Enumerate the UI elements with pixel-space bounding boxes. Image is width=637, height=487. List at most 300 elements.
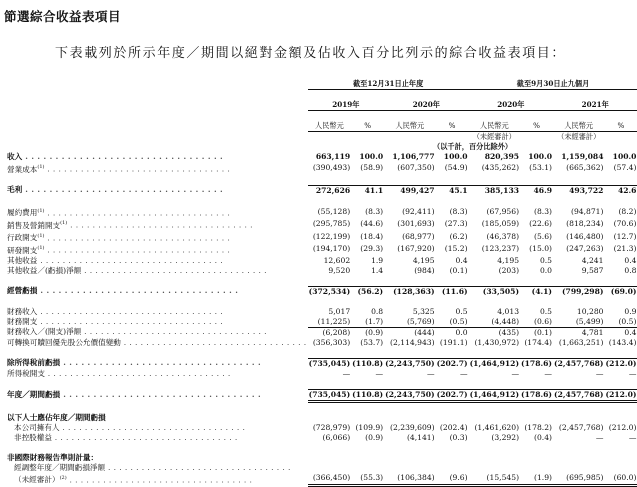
amount-cell: (123,237) xyxy=(481,244,520,254)
percent-cell: (0.1) xyxy=(449,265,468,275)
leader-dots: . . . . . . . . . . . . . . . . . . . . . . . . . . . . . . . . . xyxy=(37,255,224,265)
row-label xyxy=(6,286,308,297)
amount-cell: (46,378) xyxy=(486,231,520,241)
row-label-text: 非控股權益 xyxy=(14,432,52,442)
percent-cell: — xyxy=(544,368,553,378)
amount-cell: 385,133 xyxy=(469,185,520,196)
row-label xyxy=(6,423,308,433)
amount-cell: (15,545) xyxy=(469,473,520,486)
leader-dots: . . . . . . . . . . . . . . . . . . . . . . . . . . . . . . . . . xyxy=(44,245,231,255)
row-label-text: 毛利 xyxy=(7,185,23,195)
percent-cell: (8.3) xyxy=(534,206,553,216)
table-row xyxy=(6,453,637,463)
amount-cell: 493,722 xyxy=(553,185,604,196)
leader-dots: . . . . . . . . . . . . . . . . . . . . . . . . . . . . . . . . . xyxy=(59,422,246,432)
table-row xyxy=(6,389,637,401)
table-row xyxy=(6,185,637,196)
row-label-text: 非國際財務報告準則計量： xyxy=(7,452,99,462)
percent-cell: (1.7) xyxy=(365,316,384,326)
percent-cell xyxy=(351,463,384,473)
percent-cell: — xyxy=(375,368,384,378)
amount-cell: (2,114,943) xyxy=(390,337,435,347)
header-row-note xyxy=(6,142,637,152)
table-row xyxy=(6,358,637,369)
percent-cell: (15.2) xyxy=(444,244,468,254)
table-row xyxy=(6,162,637,175)
amount-cell xyxy=(308,463,352,473)
row-label-text: 收入 xyxy=(7,152,23,161)
table-row xyxy=(6,152,637,162)
amount-cell: (444) xyxy=(384,327,435,338)
row-label xyxy=(6,453,308,463)
amount-cell: 4,781 xyxy=(553,327,604,338)
table-row xyxy=(6,206,637,219)
row-label xyxy=(6,266,308,276)
leader-dots: . . . . . . . . . . . . . . . . . . . . . . . . . . . . . . . . . xyxy=(81,265,267,275)
amount-cell: (607,350) xyxy=(397,163,435,173)
row-label xyxy=(6,152,308,162)
amount-cell: 4,241 xyxy=(581,255,604,265)
amount-cell: 4,195 xyxy=(412,255,435,265)
percent-cell: 46.9 xyxy=(520,185,553,196)
percent-cell: (109.9) xyxy=(355,422,384,432)
percent-cell: (0.3) xyxy=(449,432,468,442)
percent-cell xyxy=(604,413,637,423)
leader-dots: . . . . . . . . . . . . . . . . . . . . . . . . . . . . . . . . . xyxy=(44,368,231,378)
unit-header: % xyxy=(364,121,372,130)
row-label xyxy=(6,162,308,175)
percent-cell: 100.0 xyxy=(359,152,384,161)
percent-cell: (22.6) xyxy=(529,219,553,229)
percent-cell xyxy=(604,453,637,463)
amount-cell: (728,979) xyxy=(312,422,351,432)
amount-cell: (435) xyxy=(469,327,520,338)
amount-cell: 1,159,084 xyxy=(561,152,604,161)
percent-cell xyxy=(436,413,469,423)
amount-cell: 820,395 xyxy=(484,152,520,161)
row-label-text: 財務開支 xyxy=(7,316,38,326)
percent-cell: 0.5 xyxy=(539,255,553,265)
percent-cell: (9.6) xyxy=(436,473,469,486)
percent-cell: (212.0) xyxy=(608,422,637,432)
row-label-text: 以下人士應佔年度／期間虧損 xyxy=(7,412,106,422)
percent-cell xyxy=(520,453,553,463)
year-header: 2020年 xyxy=(384,100,468,111)
amount-cell: (94,871) xyxy=(570,206,604,216)
amount-cell: (2,243,750) xyxy=(384,389,435,401)
percent-cell: 0.5 xyxy=(539,306,553,316)
percent-cell: 0.8 xyxy=(624,265,637,275)
percent-cell: (0.5) xyxy=(618,316,637,326)
amount-cell xyxy=(384,453,435,463)
percent-cell: 42.6 xyxy=(604,185,637,196)
year-group-header: 截至12月31日止年度 xyxy=(308,79,469,90)
percent-cell: (0.9) xyxy=(351,327,384,338)
percent-cell xyxy=(520,463,553,473)
year-header: 2021年 xyxy=(553,100,637,111)
leader-dots: . . . . . . . . . . . . . . . . . . . . . . . . . . . . . . . . . xyxy=(51,432,238,442)
row-label-text: 其他收益 xyxy=(7,255,38,265)
percent-cell xyxy=(520,413,553,423)
row-label-text: 年度／期間虧損 xyxy=(7,390,61,400)
percent-cell: 100.0 xyxy=(612,152,637,161)
leader-dots: . . . . . . . . . . . . . . . . . . . . . . . . . . . . . . . . . xyxy=(37,316,224,326)
percent-cell: (11.6) xyxy=(436,286,469,297)
table-row xyxy=(6,423,637,433)
row-label xyxy=(6,413,308,423)
amount-cell: 272,626 xyxy=(308,185,352,196)
row-label-text: 經營虧損 xyxy=(7,286,38,296)
percent-cell: (110.8) xyxy=(351,389,384,401)
amount-cell: — xyxy=(595,368,604,378)
amount-cell xyxy=(308,413,352,423)
percent-cell: (18.4) xyxy=(360,231,384,241)
row-label xyxy=(6,317,308,328)
amount-cell: (1,461,620) xyxy=(474,422,520,432)
amount-cell: (2,239,609) xyxy=(390,422,435,432)
amount-cell: 12,602 xyxy=(323,255,351,265)
amount-cell: — xyxy=(427,368,435,378)
row-label-text: 所得稅開支 xyxy=(7,368,45,378)
row-label xyxy=(6,433,308,443)
row-label xyxy=(6,463,308,473)
amount-cell: (194,170) xyxy=(312,244,351,254)
unaudited-label: （未經審計） xyxy=(469,132,520,143)
percent-cell xyxy=(351,413,384,423)
amount-cell: 9,587 xyxy=(581,265,604,275)
percent-cell: (178.6) xyxy=(520,389,553,401)
percent-cell: (55.3) xyxy=(351,473,384,486)
table-body xyxy=(6,152,637,485)
percent-cell: (191.1) xyxy=(439,337,468,347)
amount-cell: (4,141) xyxy=(406,432,435,442)
table-row xyxy=(6,231,637,244)
amount-cell: (2,457,768) xyxy=(554,358,604,368)
unit-header: 人民幣元 xyxy=(395,121,425,130)
percent-cell: (178.2) xyxy=(524,422,553,432)
amount-cell: 4,013 xyxy=(497,306,520,316)
amount-cell: (6,066) xyxy=(322,432,351,442)
amount-cell: (1,464,912) xyxy=(469,358,520,368)
percent-cell: (143.4) xyxy=(608,337,637,347)
leader-dots: . . . . . . . . . . . . . . . . . . . . . . . . . . . . . . . . . xyxy=(44,208,231,218)
percent-cell: 0.0 xyxy=(436,327,469,338)
amount-cell xyxy=(384,413,435,423)
unit-header: 人民幣元 xyxy=(315,121,344,130)
percent-cell: 0.5 xyxy=(455,306,468,316)
amount-cell xyxy=(553,453,604,463)
table-row xyxy=(6,218,637,231)
row-label xyxy=(6,206,308,219)
percent-cell: (178.6) xyxy=(521,358,553,368)
header-row-audit xyxy=(6,132,637,143)
percent-cell: (70.6) xyxy=(613,219,637,229)
amount-cell: (1,430,972) xyxy=(474,337,520,347)
leader-dots: . . . . . . . . . . . . . . . . . . . . . . . . . . . . . . . . . xyxy=(37,286,239,296)
intro-text: 下表載列於所示年度／期間以絕對金額及佔收入百分比列示的綜合收益表項目： xyxy=(55,46,567,61)
percent-cell: (21.3) xyxy=(613,244,637,254)
unit-header: % xyxy=(448,121,456,130)
amount-cell: (2,243,750) xyxy=(385,358,435,368)
income-statement-table xyxy=(6,79,637,487)
row-label-text: 其他收益／(虧損)淨額 xyxy=(7,265,82,275)
footnote-marker: (1) xyxy=(37,245,45,252)
amount-cell: (6,208) xyxy=(308,327,352,338)
amount-cell: (735,045) xyxy=(308,389,352,401)
percent-cell: 0.0 xyxy=(539,265,553,275)
unaudited-label: （未經審計） xyxy=(553,132,604,143)
amount-cell xyxy=(469,453,520,463)
percent-cell: (12.7) xyxy=(613,231,637,241)
amount-cell: (695,985) xyxy=(553,473,604,486)
row-label xyxy=(6,338,308,348)
row-label xyxy=(6,327,308,338)
amount-cell: (818,234) xyxy=(566,219,604,229)
amount-cell: (735,045) xyxy=(308,358,351,368)
row-label-text: 可轉換可贖回優先股公允價值變動 xyxy=(7,337,121,347)
row-label xyxy=(6,358,308,369)
row-label-text: 營業成本 xyxy=(7,164,38,174)
footnote-marker: (1) xyxy=(60,220,68,227)
amount-cell: (167,920) xyxy=(397,244,435,254)
table-row xyxy=(6,463,637,473)
percent-cell: (202.4) xyxy=(439,422,468,432)
percent-cell: — xyxy=(628,432,637,442)
percent-cell: (202.7) xyxy=(436,358,468,368)
footnote-marker: (1) xyxy=(37,232,45,239)
percent-cell: (110.8) xyxy=(352,358,384,368)
percent-cell: 0.9 xyxy=(624,306,637,316)
row-label xyxy=(6,243,308,256)
amount-cell: — xyxy=(595,432,604,442)
year-header: 2019年 xyxy=(308,100,385,111)
percent-cell: (5.6) xyxy=(534,231,553,241)
amount-cell: (1,663,251) xyxy=(558,337,604,347)
amount-cell: — xyxy=(342,368,351,378)
percent-cell: (0.5) xyxy=(449,316,468,326)
row-label xyxy=(6,369,308,379)
section-title: 節選綜合收益表項目 xyxy=(4,9,122,24)
amount-cell xyxy=(553,463,604,473)
table-row xyxy=(6,327,637,338)
percent-cell: (8.2) xyxy=(618,206,637,216)
percent-cell xyxy=(436,453,469,463)
percent-cell: (60.0) xyxy=(604,473,637,486)
percent-cell: 0.4 xyxy=(624,255,637,265)
footnote-marker: (2) xyxy=(59,474,67,481)
leader-dots: . . . . . . . . . . . . . . . . . . . . . . . . . . . . . . . . . xyxy=(120,337,307,347)
row-label-text: 銷售及營銷開支 xyxy=(7,220,61,230)
unit-header: 人民幣元 xyxy=(479,121,509,130)
footnote-marker: (1) xyxy=(37,207,45,214)
leader-dots: . . . . . . . . . . . . . . . . . . . . . . . . . . . . . . . . . xyxy=(81,327,267,337)
amount-cell: (665,362) xyxy=(566,163,604,173)
row-label xyxy=(6,231,308,244)
leader-dots: . . . . . . . . . . . . . . . . . . . . . . . . . . . . . . . . . xyxy=(44,164,231,174)
percent-cell: 100.0 xyxy=(528,152,553,161)
leader-dots: . . . . . . . . . . . . . . . . . . . . . . . . . . . . . . . . . xyxy=(67,220,253,230)
percent-cell: (1.9) xyxy=(520,473,553,486)
row-label-text: 履約費用 xyxy=(7,208,38,218)
percent-cell: (202.7) xyxy=(436,389,469,401)
amount-cell xyxy=(469,413,520,423)
percent-cell: (29.3) xyxy=(360,244,384,254)
amount-cell: (247,263) xyxy=(566,244,604,254)
amount-cell: (203) xyxy=(498,265,520,275)
table-row xyxy=(6,307,637,317)
amount-cell: — xyxy=(511,368,520,378)
percent-cell: 41.1 xyxy=(351,185,384,196)
table-row xyxy=(6,256,637,266)
row-label-text: 行政開支 xyxy=(7,233,38,243)
leader-dots: . . . . . . . . . . . . . . . . . . . . . . . . . . . . . . . . . xyxy=(60,358,262,368)
amount-cell: 4,195 xyxy=(497,255,520,265)
percent-cell: 0.4 xyxy=(455,255,468,265)
percent-cell: (8.3) xyxy=(365,206,384,216)
percent-cell xyxy=(604,463,637,473)
amount-cell: 9,520 xyxy=(328,265,351,275)
percent-cell: 1.4 xyxy=(371,265,384,275)
table-row xyxy=(6,243,637,256)
units-note: （以千計，百分比除外） xyxy=(433,142,513,151)
table-row xyxy=(6,473,637,486)
amount-cell: (295,785) xyxy=(312,219,351,229)
percent-cell: (27.3) xyxy=(444,219,468,229)
amount-cell: (435,262) xyxy=(481,163,520,173)
row-label-text: 除所得稅前虧損 xyxy=(7,358,61,368)
amount-cell: 663,119 xyxy=(315,152,351,161)
row-label-text: 研發開支 xyxy=(7,245,38,255)
amount-cell: (984) xyxy=(414,265,435,275)
unit-header: % xyxy=(617,121,625,130)
row-label-text: 本公司擁有人 xyxy=(14,422,60,432)
amount-cell: 5,325 xyxy=(412,306,435,316)
amount-cell: (2,457,768) xyxy=(558,422,604,432)
amount-cell: (5,769) xyxy=(406,316,435,326)
footnote-marker: (1) xyxy=(37,164,45,170)
row-label xyxy=(6,389,308,401)
percent-cell: (57.4) xyxy=(613,163,637,173)
percent-cell: (0.4) xyxy=(534,432,553,442)
percent-cell: (53.1) xyxy=(529,163,553,173)
percent-cell xyxy=(351,453,384,463)
percent-cell: (53.7) xyxy=(360,337,384,347)
percent-cell xyxy=(436,463,469,473)
percent-cell: (54.9) xyxy=(444,163,468,173)
table-row xyxy=(6,433,637,443)
row-label-text: 財務收入 xyxy=(7,306,38,316)
percent-cell: (56.2) xyxy=(351,286,384,297)
amount-cell: (185,059) xyxy=(481,219,520,229)
amount-cell: (301,693) xyxy=(397,219,435,229)
unit-header: % xyxy=(533,121,540,130)
header-row-years xyxy=(6,100,637,111)
percent-cell: 0.8 xyxy=(371,306,384,316)
row-label-text: （未經審計） xyxy=(14,475,60,485)
table-row xyxy=(6,286,637,297)
amount-cell: 10,280 xyxy=(576,306,604,316)
amount-cell: (11,225) xyxy=(317,316,351,326)
amount-cell: (67,956) xyxy=(486,206,520,216)
row-label xyxy=(6,218,308,231)
amount-cell: (128,363) xyxy=(384,286,435,297)
percent-cell: (69.0) xyxy=(604,286,637,297)
amount-cell: (5,499) xyxy=(575,316,604,326)
amount-cell: 5,017 xyxy=(328,306,351,316)
amount-cell: (33,505) xyxy=(469,286,520,297)
amount-cell xyxy=(308,453,352,463)
header-row-groups xyxy=(6,79,637,90)
header-row-units xyxy=(6,121,637,132)
percent-cell: (8.3) xyxy=(449,206,468,216)
period-group-header: 截至9月30日止九個月 xyxy=(469,79,637,90)
amount-cell: (68,977) xyxy=(402,231,435,241)
amount-cell xyxy=(469,463,520,473)
percent-cell: (58.9) xyxy=(360,163,384,173)
amount-cell: (1,464,912) xyxy=(469,389,520,401)
percent-cell: (174.4) xyxy=(524,337,553,347)
amount-cell xyxy=(553,413,604,423)
amount-cell: (390,493) xyxy=(312,163,351,173)
percent-cell: (212.0) xyxy=(605,358,637,368)
amount-cell: (366,450) xyxy=(308,473,352,486)
amount-cell: (372,534) xyxy=(308,286,351,296)
percent-cell: (15.0) xyxy=(529,244,553,254)
row-label-text: 財務收入／(開支)淨額 xyxy=(7,327,82,337)
amount-cell: (92,411) xyxy=(402,206,435,216)
amount-cell xyxy=(384,463,435,473)
percent-cell: (0.6) xyxy=(534,316,553,326)
percent-cell: (6.2) xyxy=(449,231,468,241)
row-label xyxy=(6,256,308,266)
amount-cell: (55,128) xyxy=(317,206,351,216)
row-label-text: 經調整年度／期間虧損淨額 xyxy=(14,462,106,472)
percent-cell: (0.1) xyxy=(520,327,553,338)
amount-cell: (799,298) xyxy=(553,286,604,297)
leader-dots: . . . . . . . . . . . . . . . . . . . . . . . . . . . . . . . . . xyxy=(22,185,224,195)
leader-dots: . . . . . . . . . . . . . . . . . . . . . . . . . . . . . . . . . xyxy=(37,306,224,316)
table-row xyxy=(6,369,637,379)
leader-dots: . . . . . . . . . . . . . . . . . . . . . . . . . . . . . . . . . xyxy=(22,152,224,161)
leader-dots: . . . . . . . . . . . . . . . . . . . . . . . . . . . . . . . . . xyxy=(105,462,291,472)
leader-dots: . . . . . . . . . . . . . . . . . . . . . . . . . . . . . . . . . xyxy=(60,390,262,400)
table-row xyxy=(6,413,637,423)
amount-cell: (146,480) xyxy=(566,231,604,241)
percent-cell: (4.1) xyxy=(520,286,553,297)
amount-cell: 499,427 xyxy=(384,185,435,196)
amount-cell: (2,457,768) xyxy=(553,389,604,401)
percent-cell: — xyxy=(628,368,637,378)
percent-cell: — xyxy=(459,368,468,378)
percent-cell: (44.6) xyxy=(360,219,384,229)
leader-dots: . . . . . . . . . . . . . . . . . . . . . . . . . . . . . . . . . xyxy=(44,233,231,243)
amount-cell: 1,106,777 xyxy=(392,152,435,161)
amount-cell: (4,448) xyxy=(491,316,520,326)
percent-cell: 100.0 xyxy=(443,152,468,161)
unit-header: 人民幣元 xyxy=(564,121,594,130)
row-label xyxy=(6,307,308,317)
row-label xyxy=(6,185,308,196)
table-row xyxy=(6,338,637,348)
amount-cell: (122,199) xyxy=(312,231,351,241)
percent-cell: (212.0) xyxy=(604,389,637,401)
percent-cell: 1.9 xyxy=(371,255,384,265)
table-row xyxy=(6,317,637,328)
percent-cell: 45.1 xyxy=(436,185,469,196)
row-label xyxy=(6,473,308,486)
amount-cell: (106,384) xyxy=(384,473,435,486)
year-header: 2020年 xyxy=(469,100,553,111)
